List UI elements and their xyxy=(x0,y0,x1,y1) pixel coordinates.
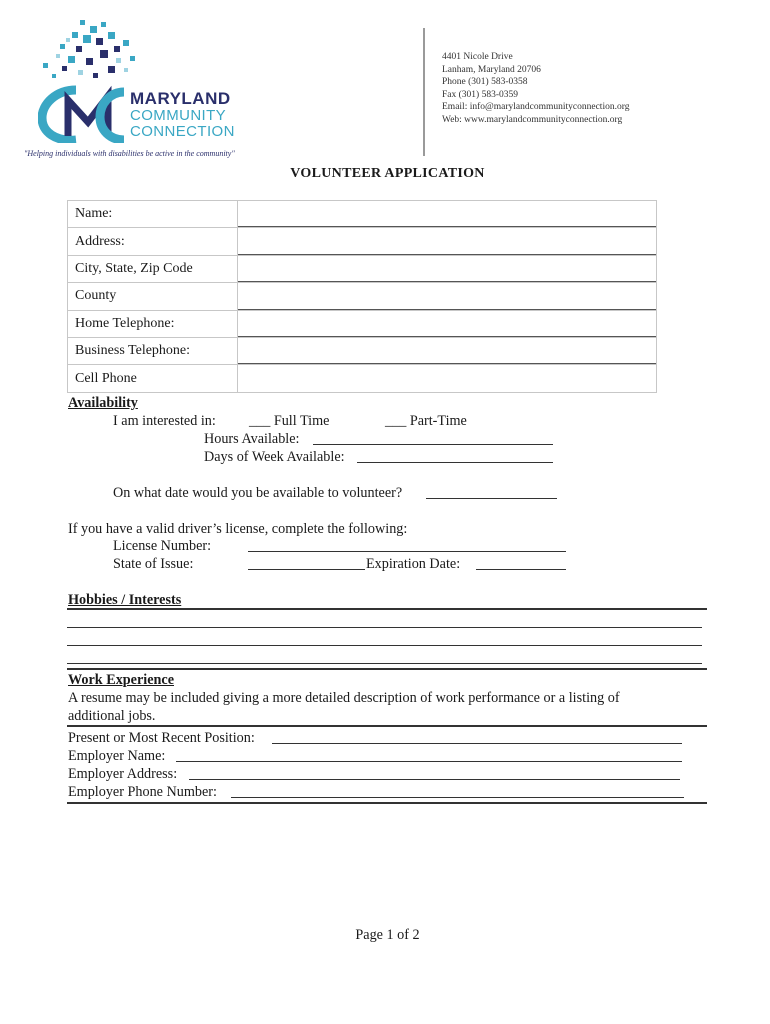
license-intro: If you have a valid driver’s license, complete the following: xyxy=(68,521,408,537)
hobbies-line-3[interactable] xyxy=(67,663,702,664)
days-available-label: Days of Week Available: xyxy=(204,449,345,465)
employer-address-label: Employer Address: xyxy=(68,766,178,782)
logo-line-3: CONNECTION xyxy=(130,123,235,140)
contact-phone: Phone (301) 583-0358 xyxy=(442,77,528,88)
hobbies-rule-bottom xyxy=(67,668,707,670)
work-experience-heading: Work Experience xyxy=(68,672,174,688)
business-telephone-field[interactable] xyxy=(238,337,657,364)
row-label: Address: xyxy=(68,228,238,255)
county-field[interactable] xyxy=(238,283,657,310)
recent-position-label: Present or Most Recent Position: xyxy=(68,730,255,746)
page-title: VOLUNTEER APPLICATION xyxy=(290,166,485,181)
row-label: City, State, Zip Code xyxy=(68,255,238,282)
contact-address-1: 4401 Nicole Drive xyxy=(442,52,513,62)
expiration-date-label: Expiration Date: xyxy=(366,556,461,572)
table-row xyxy=(68,337,657,364)
table-row xyxy=(68,228,657,255)
table-row xyxy=(68,255,657,282)
row-label: Name: xyxy=(68,201,238,228)
state-of-issue-field[interactable] xyxy=(248,556,365,570)
row-label: County xyxy=(68,283,238,310)
work-rule-bottom xyxy=(67,802,707,804)
work-description-line-1: A resume may be included giving a more detailed description of work performance or a listing of xyxy=(68,690,620,706)
days-available-field[interactable] xyxy=(357,449,553,463)
full-time-option[interactable]: ___ Full Time xyxy=(249,413,330,429)
volunteer-date-label: On what date would you be available to volunteer? xyxy=(113,485,403,501)
table-row xyxy=(68,310,657,337)
contact-web: Web: www.marylandcommunityconnection.org xyxy=(442,114,623,125)
license-number-label: License Number: xyxy=(113,538,212,554)
employer-phone-label: Employer Phone Number: xyxy=(68,784,217,800)
employer-phone-field[interactable] xyxy=(231,784,684,798)
employer-name-label: Employer Name: xyxy=(68,748,166,764)
header-divider xyxy=(423,28,425,156)
work-rule-top xyxy=(67,725,707,727)
table-row xyxy=(68,201,657,228)
recent-position-field[interactable] xyxy=(272,730,682,744)
row-label: Business Telephone: xyxy=(68,337,238,364)
name-field[interactable] xyxy=(238,201,657,228)
contact-block xyxy=(442,51,629,127)
row-label: Cell Phone xyxy=(68,365,238,392)
address-field[interactable] xyxy=(238,228,657,255)
hobbies-line-2[interactable] xyxy=(67,645,702,646)
personal-info-table xyxy=(67,200,657,393)
volunteer-date-field[interactable] xyxy=(426,485,557,499)
interested-label: I am interested in: xyxy=(113,413,216,429)
table-row xyxy=(68,365,657,392)
contact-fax: Fax (301) 583-0359 xyxy=(442,89,518,100)
logo-wordmark xyxy=(130,90,235,139)
hobbies-line-1[interactable] xyxy=(67,627,702,628)
employer-name-field[interactable] xyxy=(176,748,682,762)
license-number-field[interactable] xyxy=(248,538,566,552)
logo-line-1: MARYLAND xyxy=(130,89,231,108)
part-time-option[interactable]: ___ Part-Time xyxy=(385,413,467,429)
work-description-line-2: additional jobs. xyxy=(68,708,156,724)
contact-email: Email: info@marylandcommunityconnection.org xyxy=(442,102,630,113)
row-label: Home Telephone: xyxy=(68,310,238,337)
page-number: Page 1 of 2 xyxy=(355,927,420,943)
availability-heading: Availability xyxy=(68,395,138,411)
tagline: "Helping individuals with disabilities be active in the community" xyxy=(24,149,235,158)
city-state-zip-field[interactable] xyxy=(238,255,657,282)
home-telephone-field[interactable] xyxy=(238,310,657,337)
hours-available-field[interactable] xyxy=(313,431,553,445)
state-of-issue-label: State of Issue: xyxy=(113,556,194,572)
hobbies-rule-top xyxy=(67,608,707,610)
hours-available-label: Hours Available: xyxy=(204,431,300,447)
cell-phone-field[interactable] xyxy=(238,365,657,392)
hobbies-heading: Hobbies / Interests xyxy=(68,592,182,608)
expiration-date-field[interactable] xyxy=(476,556,566,570)
employer-address-field[interactable] xyxy=(189,766,680,780)
logo-line-2: COMMUNITY xyxy=(130,107,227,124)
table-row xyxy=(68,283,657,310)
contact-address-2: Lanham, Maryland 20706 xyxy=(442,64,541,75)
